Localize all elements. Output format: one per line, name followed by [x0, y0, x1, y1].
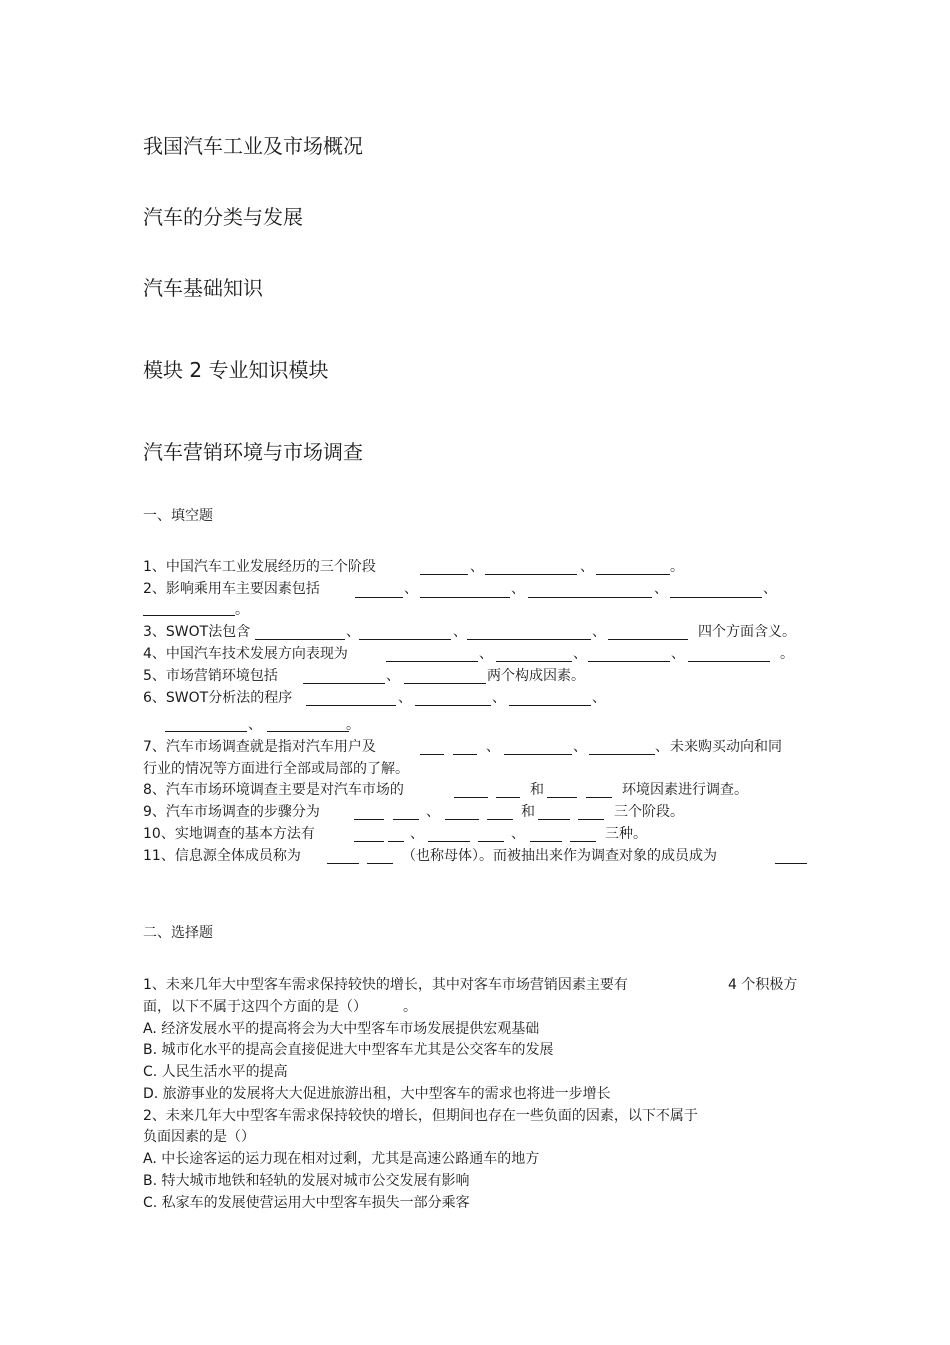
- separator: 、: [492, 690, 506, 706]
- punctuation: 。: [403, 999, 417, 1015]
- separator: 、: [763, 581, 777, 597]
- answer-blank: [586, 797, 612, 798]
- question-text: 3、SWOT法包含: [143, 624, 251, 640]
- choice-option-d: D. 旅游事业的发展将大大促进旅游出租，大中型客车的需求也将进一步增长: [143, 1086, 611, 1102]
- answer-blank: [143, 615, 235, 616]
- answer-blank: [504, 754, 572, 755]
- answer-blank: [428, 841, 470, 842]
- answer-blank: [496, 661, 572, 662]
- answer-blank: [588, 661, 670, 662]
- answer-blank: [420, 597, 510, 598]
- answer-blank: [578, 819, 604, 820]
- separator: 、: [410, 826, 424, 842]
- answer-blank: [165, 731, 247, 732]
- separator: 、: [486, 739, 500, 755]
- answer-blank: [404, 683, 486, 684]
- heading-auto-industry-overview: 我国汽车工业及市场概况: [143, 134, 363, 158]
- choice-option-c: C. 人民生活水平的提高: [143, 1064, 288, 1080]
- question-text-continued: 面，以下不属于这四个方面的是（）: [143, 999, 367, 1015]
- conjunction: 和: [521, 804, 535, 820]
- answer-blank: [608, 639, 688, 640]
- choice-option-a: A. 经济发展水平的提高将会为大中型客车市场发展提供宏观基础: [143, 1021, 540, 1037]
- punctuation: 。: [780, 646, 794, 662]
- question-text: 10、实地调查的基本方法有: [143, 826, 315, 842]
- question-text: 6、SWOT分析法的程序: [143, 690, 293, 706]
- question-tail: 三个阶段。: [614, 804, 684, 820]
- answer-blank: [327, 863, 359, 864]
- answer-blank: [487, 819, 513, 820]
- question-text: 11、信息源全体成员称为: [143, 848, 301, 864]
- question-text-tail: 4 个积极方: [728, 977, 798, 993]
- punctuation: 。: [670, 559, 684, 575]
- answer-blank: [454, 797, 488, 798]
- answer-blank: [393, 819, 419, 820]
- answer-blank: [388, 841, 404, 842]
- section-title-fill-blank: 一、填空题: [143, 508, 213, 524]
- separator: 、: [248, 717, 262, 733]
- answer-blank: [445, 819, 479, 820]
- answer-blank: [478, 841, 504, 842]
- question-tail: 两个构成因素。: [487, 668, 585, 684]
- question-text-continued: 行业的情况等方面进行全部或局部的了解。: [143, 761, 409, 777]
- answer-blank: [596, 574, 670, 575]
- question-text-continued: 负面因素的是（）: [143, 1129, 255, 1145]
- answer-blank: [367, 863, 393, 864]
- answer-blank: [420, 574, 468, 575]
- question-tail: 未来购买动向和同: [670, 739, 782, 755]
- separator: 、: [655, 739, 669, 755]
- answer-blank: [775, 863, 807, 864]
- separator: 、: [386, 668, 400, 684]
- answer-blank: [267, 731, 349, 732]
- separator: 、: [511, 826, 525, 842]
- heading-marketing-environment: 汽车营销环境与市场调查: [143, 440, 363, 464]
- choice-option-b: B. 特大城市地铁和轻轨的发展对城市公交发展有影响: [143, 1173, 470, 1189]
- punctuation: 。: [235, 602, 249, 618]
- separator: 、: [573, 646, 587, 662]
- choice-option-b: B. 城市化水平的提高会直接促进大中型客车尤其是公交客车的发展: [143, 1042, 554, 1058]
- answer-blank: [467, 639, 591, 640]
- separator: 、: [592, 624, 606, 640]
- punctuation: 。: [346, 717, 360, 733]
- separator: 、: [470, 559, 484, 575]
- question-tail: 三种。: [605, 826, 647, 842]
- answer-blank: [509, 705, 591, 706]
- choice-option-c: C. 私家车的发展使营运用大中型客车损失一部分乘客: [143, 1195, 470, 1211]
- answer-blank: [570, 841, 596, 842]
- answer-blank: [306, 705, 396, 706]
- separator: 、: [404, 581, 418, 597]
- answer-blank: [538, 819, 570, 820]
- heading-basic-knowledge: 汽车基础知识: [143, 276, 263, 300]
- answer-blank: [528, 597, 652, 598]
- separator: 、: [479, 646, 493, 662]
- heading-module-2: 模块 2 专业知识模块: [143, 358, 329, 382]
- separator: 、: [654, 581, 668, 597]
- answer-blank: [670, 597, 762, 598]
- answer-blank: [547, 797, 577, 798]
- question-text-continued: （也称母体）。而被抽出来作为调查对象的成员成为: [402, 848, 717, 864]
- conjunction: 和: [530, 782, 544, 798]
- answer-blank: [415, 705, 491, 706]
- question-text: 1、未来几年大中型客车需求保持较快的增长，其中对客车市场营销因素主要有: [143, 977, 628, 993]
- separator: 、: [580, 559, 594, 575]
- question-text: 7、汽车市场调查就是指对汽车用户及: [143, 739, 376, 755]
- choice-option-a: A. 中长途客运的运力现在相对过剩，尤其是高速公路通车的地方: [143, 1151, 540, 1167]
- answer-blank: [359, 639, 451, 640]
- separator: 、: [671, 646, 685, 662]
- question-text: 8、汽车市场环境调查主要是对汽车市场的: [143, 782, 404, 798]
- separator: 、: [426, 804, 440, 820]
- answer-blank: [589, 754, 655, 755]
- separator: 、: [573, 739, 587, 755]
- answer-blank: [420, 754, 444, 755]
- answer-blank: [453, 754, 477, 755]
- section-title-multiple-choice: 二、选择题: [143, 925, 213, 941]
- question-text: 4、中国汽车技术发展方向表现为: [143, 646, 348, 662]
- answer-blank: [303, 683, 385, 684]
- separator: 、: [453, 624, 467, 640]
- answer-blank: [496, 797, 520, 798]
- heading-classification: 汽车的分类与发展: [143, 205, 303, 229]
- answer-blank: [354, 819, 384, 820]
- question-text: 2、影响乘用车主要因素包括: [143, 581, 320, 597]
- separator: 、: [511, 581, 525, 597]
- answer-blank: [355, 597, 403, 598]
- question-text: 1、中国汽车工业发展经历的三个阶段: [143, 559, 376, 575]
- separator: 、: [592, 690, 606, 706]
- question-text: 5、市场营销环境包括: [143, 668, 278, 684]
- answer-blank: [255, 639, 345, 640]
- answer-blank: [485, 574, 577, 575]
- question-text: 9、汽车市场调查的步骤分为: [143, 804, 320, 820]
- answer-blank: [688, 661, 770, 662]
- answer-blank: [354, 841, 384, 842]
- question-text: 2、未来几年大中型客车需求保持较快的增长，但期间也存在一些负面的因素，以下不属于: [143, 1108, 698, 1124]
- question-tail: 环境因素进行调查。: [622, 782, 748, 798]
- answer-blank: [530, 841, 562, 842]
- answer-blank: [386, 661, 478, 662]
- separator: 、: [346, 624, 360, 640]
- separator: 、: [398, 690, 412, 706]
- question-tail: 四个方面含义。: [698, 624, 796, 640]
